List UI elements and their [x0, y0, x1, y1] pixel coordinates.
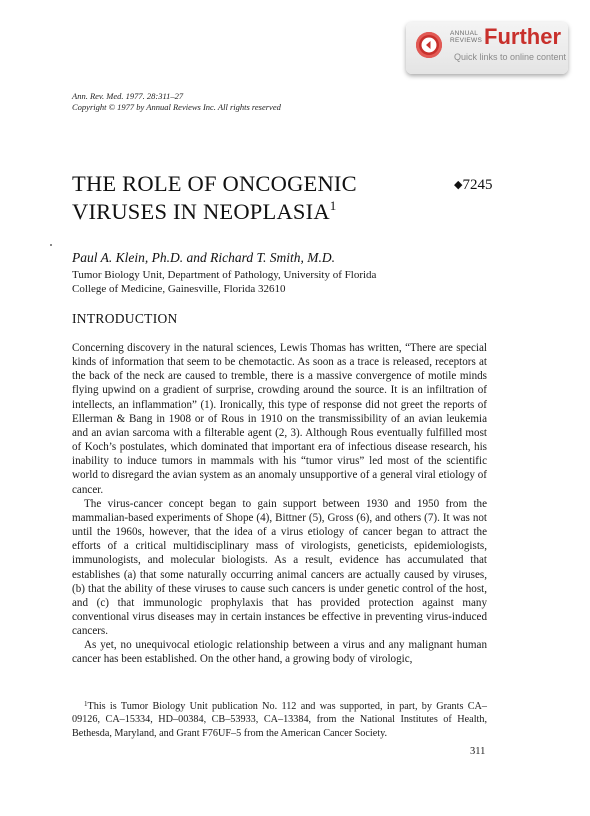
brand-line-annual: ANNUAL	[450, 30, 479, 37]
article-code-number: 7245	[462, 177, 493, 193]
annual-reviews-further-badge[interactable]	[406, 22, 568, 74]
body-paragraph: As yet, no unequivocal etiologic relationship between a virus and any malignant human cancer has been established. On the other hand, a growing body of virologic,	[72, 639, 487, 666]
annual-reviews-logo-text	[450, 30, 482, 44]
title-line-2: VIRUSES IN NEOPLASIA	[72, 199, 330, 224]
affiliation-line-2: College of Medicine, Gainesville, Florida 32610	[72, 283, 286, 295]
citation-line-copyright: Copyright © 1977 by Annual Reviews Inc. All rights reserved	[72, 101, 281, 112]
body-paragraph: The virus-cancer concept began to gain support between 1930 and 1950 from the mammalian-based experiments of Shope (4), Bittner (5), Gross (6), and others (7). It was not until the 1960s, however, that the idea of a virus etiology of cancer began to attract the efforts of a critical multidisciplinary mass of virologists, geneticists, epidemiologists, immunologists, and molecular biologists. As a result, evidence has accumulated that establishes (a) that some naturally occurring animal cancers are actually caused by viruses, (b) that the ability of these viruses to cause such cancers is under genetic control of the host, and (c) that immunologic prophylaxis that has provided protection against many conventional virus diseases may in certain instances be effective in preventing virus-induced cancers.	[72, 497, 487, 638]
title-footnote-mark[interactable]: 1	[329, 198, 337, 213]
body-text	[72, 341, 487, 667]
footnote-mark: 1	[84, 700, 88, 708]
section-heading: INTRODUCTION	[72, 311, 178, 326]
footnote-text: This is Tumor Biology Unit publication No. 112 and was supported, in part, by Grants CA–09126, CA–15334, HD–00384, CB–53933, CA–13384, from the National Institutes of Health, Bethesda, Maryland, and Grant F76UF–5 from the American Cancer Society.	[72, 701, 487, 739]
article-title	[72, 170, 357, 226]
footnote	[72, 700, 487, 740]
article-code	[454, 177, 492, 194]
diamond-icon: ◆	[454, 179, 463, 191]
article-authors: Paul A. Klein, Ph.D. and Richard T. Smith, M.D.	[72, 250, 335, 265]
body-paragraph: Concerning discovery in the natural sciences, Lewis Thomas has written, “There are special kinds of information that seem to be chemotactic. As soon as a trace is released, receptors at the back of the neck are caused to tremble, there is a massive convergence of motile minds flying upwind on a gradient of surprise, crowding around the source. It is an infiltration of intellects, an inflammation” (1). Ironically, this type of response did not greet the reports of Ellerman & Bang in 1908 or of Rous in 1910 on the transmissibility of an avian leukemia and an avian sarcoma with a filterable agent (2, 3). Although Rous eventually fulfilled most of Koch’s postulates, which dominated that important era of infectious disease research, his inability to induce tumors in mammals with his “tumor virus” led most of the scientific world to disregard the avian system as an anomaly unsupportive of a general viral etiology of cancer.	[72, 342, 487, 496]
arrow-circle-icon	[416, 32, 442, 58]
further-label: Further	[484, 24, 561, 49]
journal-citation	[72, 91, 281, 112]
further-tagline: Quick links to online content	[454, 52, 567, 62]
affiliation-line-1: Tumor Biology Unit, Department of Pathology, University of Florida	[72, 269, 377, 281]
citation-line-journal: Ann. Rev. Med. 1977. 28:311–27	[72, 91, 184, 101]
scan-speck	[50, 244, 52, 246]
author-affiliation	[72, 268, 376, 296]
title-line-1: THE ROLE OF ONCOGENIC	[72, 171, 357, 196]
page-number: 311	[470, 746, 486, 757]
brand-line-reviews: REVIEWS	[450, 37, 483, 44]
